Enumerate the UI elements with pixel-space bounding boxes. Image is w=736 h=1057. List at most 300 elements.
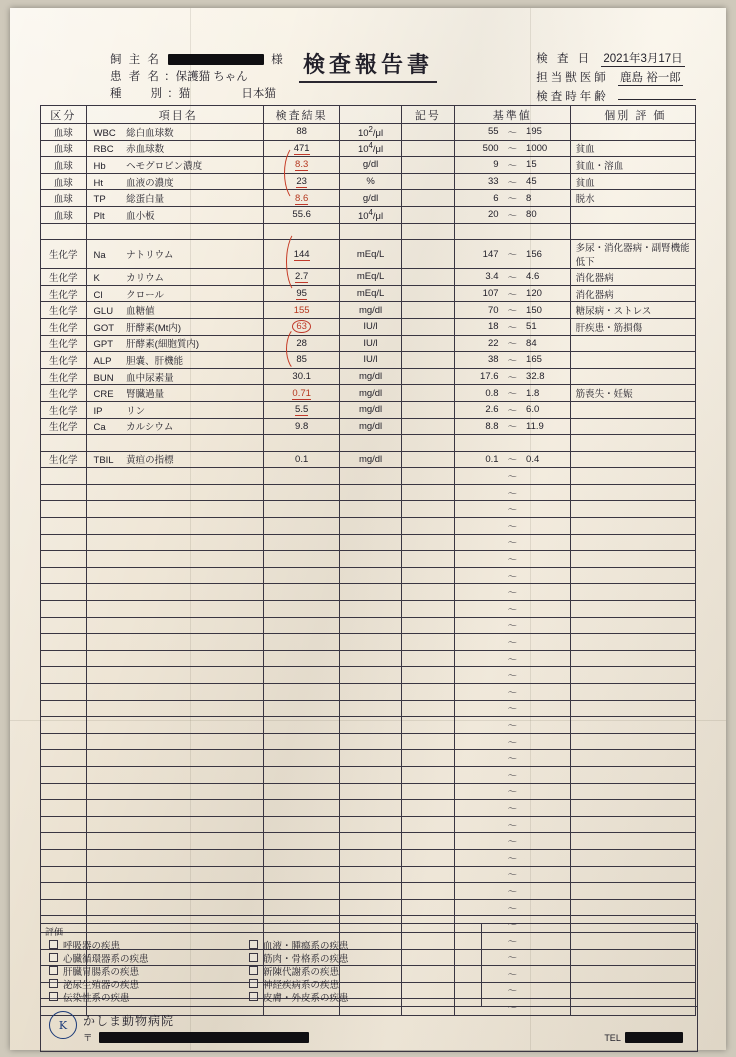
cell-mark bbox=[401, 866, 454, 883]
cell-item bbox=[86, 717, 263, 734]
cell-item bbox=[86, 816, 263, 833]
cell-unit: g/dl bbox=[340, 190, 401, 207]
species-value: ：猫 bbox=[167, 88, 191, 100]
cell-eval bbox=[570, 401, 695, 418]
cell-item bbox=[86, 849, 263, 866]
cell-eval: 多尿・消化器病・副腎機能低下 bbox=[570, 240, 695, 269]
evaluation-checkbox-row[interactable] bbox=[249, 951, 449, 964]
table-row bbox=[41, 157, 696, 174]
cell-mark bbox=[401, 335, 454, 352]
cell-reference: ～ bbox=[454, 501, 570, 518]
cell-group bbox=[41, 667, 87, 684]
evaluation-checkbox-row[interactable] bbox=[249, 964, 449, 977]
cell-item bbox=[86, 634, 263, 651]
cell-unit: $10^2/\mu l$ bbox=[340, 124, 401, 141]
cell-mark bbox=[401, 733, 454, 750]
checkbox-icon[interactable] bbox=[249, 979, 258, 988]
cell-item bbox=[86, 800, 263, 817]
cell-mark bbox=[401, 302, 454, 319]
cell-item bbox=[86, 468, 263, 485]
cell-item bbox=[86, 899, 263, 916]
table-row-empty bbox=[41, 634, 696, 651]
cell-item: GOT 肝酵素(Mt内) bbox=[86, 318, 263, 335]
cell-item: Hb ヘモグロビン濃度 bbox=[86, 157, 263, 174]
cell-result: 63 bbox=[263, 318, 339, 335]
cell-group: 生化学 bbox=[41, 385, 87, 402]
cell-group: 生化学 bbox=[41, 302, 87, 319]
cell-mark bbox=[401, 883, 454, 900]
cell-unit bbox=[340, 783, 401, 800]
cell-group bbox=[41, 567, 87, 584]
cell-item bbox=[86, 534, 263, 551]
cell-eval: 肝疾患・筋損傷 bbox=[570, 318, 695, 335]
cell-result: 8.3 bbox=[263, 157, 339, 174]
cell-mark bbox=[401, 223, 454, 240]
breed-value: 日本猫 bbox=[241, 88, 276, 100]
cell-mark bbox=[401, 318, 454, 335]
cell-reference: ～ bbox=[454, 518, 570, 535]
cell-result bbox=[263, 601, 339, 618]
cell-unit bbox=[340, 833, 401, 850]
cell-reference: ～ bbox=[454, 750, 570, 767]
cell-unit bbox=[340, 800, 401, 817]
checkbox-icon[interactable] bbox=[249, 953, 258, 962]
cell-result bbox=[263, 700, 339, 717]
table-row-empty bbox=[41, 833, 696, 850]
cell-result: 5.5 bbox=[263, 401, 339, 418]
cell-reference: ～ bbox=[454, 634, 570, 651]
evaluation-checkbox-row[interactable] bbox=[49, 938, 249, 951]
cell-reference: 147 ～ 156 bbox=[454, 240, 570, 269]
cell-reference: ～ bbox=[454, 684, 570, 701]
cell-item: Ca カルシウム bbox=[86, 418, 263, 435]
cell-result: 155 bbox=[263, 302, 339, 319]
cell-mark bbox=[401, 717, 454, 734]
cell-result bbox=[263, 534, 339, 551]
table-header-row bbox=[41, 106, 696, 124]
cell-group bbox=[41, 484, 87, 501]
cell-unit: mg/dl bbox=[340, 401, 401, 418]
table-row-empty bbox=[41, 883, 696, 900]
cell-reference: ～ bbox=[454, 667, 570, 684]
table-row-empty bbox=[41, 899, 696, 916]
table-row-empty bbox=[41, 783, 696, 800]
table-row-empty bbox=[41, 468, 696, 485]
cell-group: 生化学 bbox=[41, 285, 87, 302]
report-sheet bbox=[10, 8, 726, 1050]
cell-eval bbox=[570, 783, 695, 800]
cell-eval: 筋喪失・妊娠 bbox=[570, 385, 695, 402]
evaluation-checkbox-row[interactable] bbox=[49, 964, 249, 977]
table-row-empty bbox=[41, 766, 696, 783]
table-row bbox=[41, 385, 696, 402]
cell-mark bbox=[401, 634, 454, 651]
cell-reference: 55 ～ 195 bbox=[454, 124, 570, 141]
cell-mark bbox=[401, 190, 454, 207]
cell-eval bbox=[570, 206, 695, 223]
cell-mark bbox=[401, 833, 454, 850]
cell-reference: ～ bbox=[454, 816, 570, 833]
cell-eval: 消化器病 bbox=[570, 269, 695, 286]
cell-unit bbox=[340, 551, 401, 568]
col-header-eval: 個別 評 価 bbox=[570, 106, 695, 124]
checkbox-icon[interactable] bbox=[249, 940, 258, 949]
cell-reference: 38 ～ 165 bbox=[454, 352, 570, 369]
cell-result bbox=[263, 617, 339, 634]
cell-reference: 3.4 ～ 4.6 bbox=[454, 269, 570, 286]
cell-eval bbox=[570, 766, 695, 783]
clinic-tel-redaction bbox=[625, 1032, 683, 1043]
cell-reference: 107 ～ 120 bbox=[454, 285, 570, 302]
cell-result bbox=[263, 783, 339, 800]
cell-result bbox=[263, 750, 339, 767]
cell-group bbox=[41, 766, 87, 783]
cell-group bbox=[41, 223, 87, 240]
cell-eval bbox=[570, 124, 695, 141]
clinic-address-redaction bbox=[99, 1032, 309, 1043]
table-row-empty bbox=[41, 816, 696, 833]
table-row bbox=[41, 368, 696, 385]
exam-info-block bbox=[536, 50, 696, 107]
patient-label: 患 者 名 bbox=[110, 71, 161, 83]
cell-result bbox=[263, 800, 339, 817]
cell-eval bbox=[570, 800, 695, 817]
cell-unit bbox=[340, 684, 401, 701]
cell-result bbox=[263, 484, 339, 501]
cell-reference: 9 ～ 15 bbox=[454, 157, 570, 174]
cell-mark bbox=[401, 750, 454, 767]
cell-mark bbox=[401, 484, 454, 501]
cell-eval bbox=[570, 223, 695, 240]
cell-unit bbox=[340, 518, 401, 535]
cell-group bbox=[41, 584, 87, 601]
cell-eval bbox=[570, 700, 695, 717]
cell-group: 生化学 bbox=[41, 318, 87, 335]
col-header-item: 項目名 bbox=[86, 106, 263, 124]
cell-unit: mg/dl bbox=[340, 451, 401, 468]
cell-reference: 6 ～ 8 bbox=[454, 190, 570, 207]
cell-eval: 脱水 bbox=[570, 190, 695, 207]
cell-eval bbox=[570, 551, 695, 568]
cell-item: IP リン bbox=[86, 401, 263, 418]
checkbox-icon[interactable] bbox=[49, 953, 58, 962]
vet-label: 担当獣医師 bbox=[536, 72, 609, 84]
cell-unit bbox=[340, 501, 401, 518]
cell-group bbox=[41, 634, 87, 651]
table-row-empty bbox=[41, 435, 696, 452]
cell-result bbox=[263, 883, 339, 900]
cell-group bbox=[41, 601, 87, 618]
cell-reference: ～ bbox=[454, 899, 570, 916]
cell-mark bbox=[401, 800, 454, 817]
cell-group bbox=[41, 866, 87, 883]
cell-unit bbox=[340, 849, 401, 866]
cell-reference: ～ bbox=[454, 883, 570, 900]
cell-unit bbox=[340, 567, 401, 584]
cell-result bbox=[263, 717, 339, 734]
table-row-empty bbox=[41, 518, 696, 535]
cell-reference: ～ bbox=[454, 650, 570, 667]
cell-unit bbox=[340, 717, 401, 734]
evaluation-column-1 bbox=[49, 938, 249, 1003]
table-row-empty bbox=[41, 667, 696, 684]
cell-result bbox=[263, 551, 339, 568]
cell-unit: mg/dl bbox=[340, 302, 401, 319]
cell-mark bbox=[401, 617, 454, 634]
cell-eval bbox=[570, 501, 695, 518]
cell-reference: ～ bbox=[454, 932, 570, 949]
cell-unit bbox=[340, 733, 401, 750]
evaluation-checkbox-row[interactable] bbox=[249, 938, 449, 951]
table-body bbox=[41, 124, 696, 1016]
clinic-tel bbox=[604, 1032, 683, 1043]
cell-group bbox=[41, 700, 87, 717]
lab-results-table bbox=[40, 105, 696, 1016]
cell-result bbox=[263, 899, 339, 916]
cell-reference: ～ bbox=[454, 567, 570, 584]
table-row-empty bbox=[41, 534, 696, 551]
cell-group: 生化学 bbox=[41, 352, 87, 369]
cell-eval bbox=[570, 866, 695, 883]
cell-unit bbox=[340, 584, 401, 601]
evaluation-label: 肝臓胃腸系の疾患 bbox=[63, 966, 140, 978]
cell-unit bbox=[340, 883, 401, 900]
table-row bbox=[41, 318, 696, 335]
evaluation-checkbox-row[interactable] bbox=[49, 990, 249, 1003]
cell-reference: ～ bbox=[454, 949, 570, 966]
table-row-empty bbox=[41, 650, 696, 667]
cell-mark bbox=[401, 518, 454, 535]
cell-eval bbox=[570, 899, 695, 916]
table-row-empty bbox=[41, 501, 696, 518]
cell-result: 0.71 bbox=[263, 385, 339, 402]
checkbox-icon[interactable] bbox=[49, 940, 58, 949]
page-title: 検査報告書 bbox=[299, 48, 437, 83]
cell-result bbox=[263, 518, 339, 535]
table-row-empty bbox=[41, 700, 696, 717]
cell-reference: 70 ～ 150 bbox=[454, 302, 570, 319]
cell-mark bbox=[401, 435, 454, 452]
table-row-empty bbox=[41, 567, 696, 584]
cell-result: 144 bbox=[263, 240, 339, 269]
table-row-empty bbox=[41, 584, 696, 601]
cell-eval bbox=[570, 468, 695, 485]
cell-result bbox=[263, 766, 339, 783]
evaluation-label: 心臓循環器系の疾患 bbox=[63, 953, 149, 965]
cell-eval bbox=[570, 849, 695, 866]
table-row bbox=[41, 418, 696, 435]
clinic-footer bbox=[40, 1005, 698, 1052]
cell-unit: mg/dl bbox=[340, 385, 401, 402]
cell-group bbox=[41, 800, 87, 817]
table-row-empty bbox=[41, 484, 696, 501]
cell-mark bbox=[401, 650, 454, 667]
cell-group bbox=[41, 518, 87, 535]
cell-mark bbox=[401, 601, 454, 618]
cell-result bbox=[263, 650, 339, 667]
age-value bbox=[618, 98, 696, 100]
cell-item bbox=[86, 584, 263, 601]
cell-group bbox=[41, 684, 87, 701]
cell-unit: IU/l bbox=[340, 352, 401, 369]
cell-mark bbox=[401, 368, 454, 385]
cell-eval bbox=[570, 750, 695, 767]
cell-reference: ～ bbox=[454, 617, 570, 634]
checkbox-icon[interactable] bbox=[49, 992, 58, 1001]
evaluation-column-2 bbox=[249, 938, 449, 1003]
cell-eval: 消化器病 bbox=[570, 285, 695, 302]
cell-item: K カリウム bbox=[86, 269, 263, 286]
cell-group bbox=[41, 816, 87, 833]
cell-result: 23 bbox=[263, 173, 339, 190]
cell-result: 8.6 bbox=[263, 190, 339, 207]
cell-eval: 糖尿病・ストレス bbox=[570, 302, 695, 319]
cell-item: GPT 肝酵素(細胞質内) bbox=[86, 335, 263, 352]
cell-mark bbox=[401, 849, 454, 866]
cell-result: 471 bbox=[263, 140, 339, 157]
cell-eval bbox=[570, 418, 695, 435]
cell-result: 0.1 bbox=[263, 451, 339, 468]
cell-result bbox=[263, 816, 339, 833]
cell-result bbox=[263, 684, 339, 701]
evaluation-checkbox-row[interactable] bbox=[249, 990, 449, 1003]
cell-mark bbox=[401, 534, 454, 551]
evaluation-label: 呼吸器の疾患 bbox=[63, 940, 121, 952]
cell-mark bbox=[401, 418, 454, 435]
evaluation-checkbox-row[interactable] bbox=[249, 977, 449, 990]
cell-eval bbox=[570, 368, 695, 385]
cell-item: Plt 血小板 bbox=[86, 206, 263, 223]
cell-item bbox=[86, 567, 263, 584]
cell-mark bbox=[401, 352, 454, 369]
cell-reference: 500 ～ 1000 bbox=[454, 140, 570, 157]
cell-group: 生化学 bbox=[41, 335, 87, 352]
table-row-empty bbox=[41, 849, 696, 866]
cell-result: 95 bbox=[263, 285, 339, 302]
cell-eval: 貧血・溶血 bbox=[570, 157, 695, 174]
owner-label: 飼 主 名 bbox=[110, 54, 161, 66]
cell-item: Na ナトリウム bbox=[86, 240, 263, 269]
cell-eval bbox=[570, 733, 695, 750]
cell-unit: IU/l bbox=[340, 318, 401, 335]
evaluation-divider bbox=[481, 924, 482, 1006]
table-row bbox=[41, 173, 696, 190]
cell-group bbox=[41, 733, 87, 750]
clinic-logo-icon: K bbox=[49, 1011, 77, 1039]
cell-eval bbox=[570, 534, 695, 551]
cell-unit bbox=[340, 484, 401, 501]
tel-label: TEL bbox=[604, 1033, 621, 1043]
vet-value: 鹿島 裕一郎 bbox=[620, 72, 681, 84]
cell-result bbox=[263, 223, 339, 240]
cell-unit bbox=[340, 435, 401, 452]
cell-result bbox=[263, 833, 339, 850]
cell-result bbox=[263, 468, 339, 485]
cell-unit: % bbox=[340, 173, 401, 190]
cell-reference: ～ bbox=[454, 800, 570, 817]
cell-item: TP 総蛋白量 bbox=[86, 190, 263, 207]
checkbox-icon[interactable] bbox=[49, 966, 58, 975]
table-row-empty bbox=[41, 750, 696, 767]
evaluation-label: 筋肉・骨格系の疾患 bbox=[263, 953, 349, 965]
vet-row bbox=[536, 69, 696, 88]
cell-reference: 0.1 ～ 0.4 bbox=[454, 451, 570, 468]
cell-group: 生化学 bbox=[41, 401, 87, 418]
cell-unit bbox=[340, 766, 401, 783]
cell-unit: g/dl bbox=[340, 157, 401, 174]
cell-eval: 貧血 bbox=[570, 140, 695, 157]
cell-group bbox=[41, 650, 87, 667]
cell-item bbox=[86, 223, 263, 240]
table-row bbox=[41, 190, 696, 207]
cell-eval bbox=[570, 717, 695, 734]
checkbox-icon[interactable] bbox=[49, 979, 58, 988]
cell-group: 生化学 bbox=[41, 368, 87, 385]
cell-reference: ～ bbox=[454, 833, 570, 850]
cell-item: ALP 胆嚢、肝機能 bbox=[86, 352, 263, 369]
species-label: 種 別 bbox=[110, 88, 164, 100]
cell-eval bbox=[570, 601, 695, 618]
cell-item bbox=[86, 551, 263, 568]
cell-reference: 0.8 ～ 1.8 bbox=[454, 385, 570, 402]
clinic-name: かしま動物病院 bbox=[83, 1014, 175, 1028]
cell-reference: ～ bbox=[454, 999, 570, 1016]
cell-unit bbox=[340, 750, 401, 767]
evaluation-checkbox-row[interactable] bbox=[49, 977, 249, 990]
cell-item bbox=[86, 650, 263, 667]
cell-mark bbox=[401, 140, 454, 157]
cell-reference: 33 ～ 45 bbox=[454, 173, 570, 190]
cell-reference: ～ bbox=[454, 700, 570, 717]
cell-unit bbox=[340, 667, 401, 684]
evaluation-checkbox-row[interactable] bbox=[49, 951, 249, 964]
evaluation-label: 泌尿生殖器の疾患 bbox=[63, 979, 140, 991]
col-header-group: 区分 bbox=[41, 106, 87, 124]
owner-row bbox=[110, 52, 283, 69]
cell-result: 30.1 bbox=[263, 368, 339, 385]
cell-item bbox=[86, 684, 263, 701]
table-row bbox=[41, 401, 696, 418]
cell-reference: ～ bbox=[454, 551, 570, 568]
cell-mark bbox=[401, 684, 454, 701]
table-row bbox=[41, 451, 696, 468]
checkbox-icon[interactable] bbox=[249, 992, 258, 1001]
cell-eval bbox=[570, 833, 695, 850]
cell-unit: $10^4/\mu l$ bbox=[340, 140, 401, 157]
table-row-empty bbox=[41, 733, 696, 750]
cell-reference: ～ bbox=[454, 733, 570, 750]
cell-unit bbox=[340, 899, 401, 916]
cell-group bbox=[41, 501, 87, 518]
cell-reference: 8.8 ～ 11.9 bbox=[454, 418, 570, 435]
cell-item bbox=[86, 601, 263, 618]
cell-mark bbox=[401, 401, 454, 418]
cell-reference: ～ bbox=[454, 982, 570, 999]
cell-eval bbox=[570, 518, 695, 535]
cell-mark bbox=[401, 173, 454, 190]
checkbox-icon[interactable] bbox=[249, 966, 258, 975]
cell-unit: mg/dl bbox=[340, 368, 401, 385]
table-row-empty bbox=[41, 717, 696, 734]
table-row-empty bbox=[41, 223, 696, 240]
cell-mark bbox=[401, 451, 454, 468]
table-row bbox=[41, 302, 696, 319]
cell-eval bbox=[570, 451, 695, 468]
cell-unit bbox=[340, 601, 401, 618]
cell-item bbox=[86, 501, 263, 518]
evaluation-label: 伝染性系の疾患 bbox=[63, 992, 130, 1004]
cell-group: 生化学 bbox=[41, 418, 87, 435]
